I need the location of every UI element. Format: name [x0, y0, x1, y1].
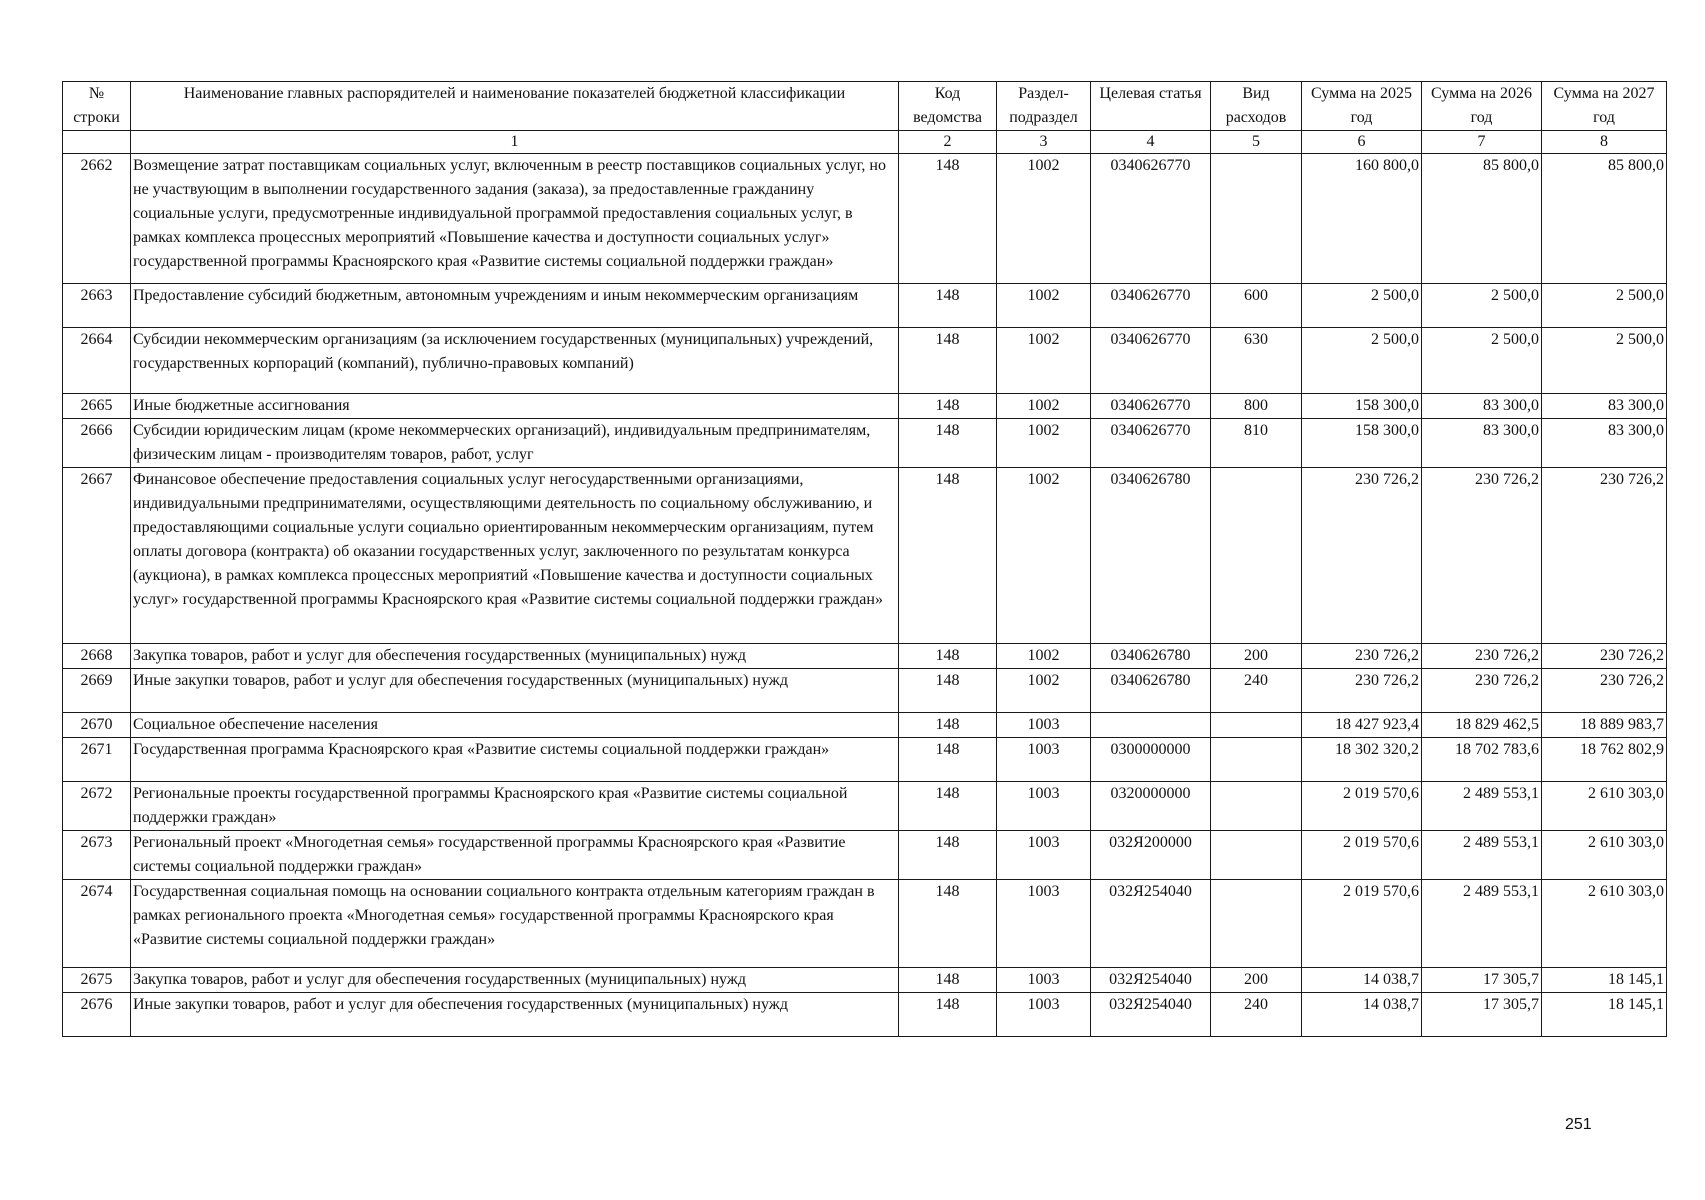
dept-code-cell: 148 — [899, 782, 997, 831]
section-cell: 1003 — [997, 968, 1091, 993]
sum-2025-cell: 160 800,0 — [1302, 154, 1422, 284]
section-cell: 1002 — [997, 644, 1091, 669]
sum-2026-cell: 17 305,7 — [1422, 993, 1542, 1037]
row-name-cell: Субсидии юридическим лицам (кроме некоммерческих организаций), индивидуальным предпринимателям, физическим лицам - производителям товаров, работ, услуг — [131, 419, 899, 468]
sum-2026-cell: 2 489 553,1 — [1422, 880, 1542, 968]
dept-code-cell: 148 — [899, 328, 997, 394]
expense-type-cell — [1211, 831, 1302, 880]
sum-2025-cell: 2 500,0 — [1302, 284, 1422, 328]
dept-code-cell: 148 — [899, 394, 997, 419]
sum-2025-cell: 18 427 923,4 — [1302, 713, 1422, 738]
sum-2027-cell: 230 726,2 — [1542, 468, 1667, 644]
target-item-cell: 032Я254040 — [1091, 993, 1211, 1037]
sum-2025-cell: 14 038,7 — [1302, 993, 1422, 1037]
dept-code-cell: 148 — [899, 419, 997, 468]
target-item-cell: 0340626780 — [1091, 669, 1211, 713]
sum-2027-cell: 18 762 802,9 — [1542, 738, 1667, 782]
table-row — [63, 644, 1667, 669]
row-number-cell: 2664 — [63, 328, 131, 394]
column-number: 3 — [997, 131, 1091, 154]
row-name-cell: Иные закупки товаров, работ и услуг для обеспечения государственных (муниципальных) нужд — [131, 669, 899, 713]
sum-2026-cell: 18 702 783,6 — [1422, 738, 1542, 782]
sum-2025-cell: 158 300,0 — [1302, 394, 1422, 419]
table-row — [63, 968, 1667, 993]
column-number: 6 — [1302, 131, 1422, 154]
sum-2026-cell: 85 800,0 — [1422, 154, 1542, 284]
sum-2025-cell: 2 500,0 — [1302, 328, 1422, 394]
header-sum-2025: Сумма на 2025 год — [1302, 82, 1422, 131]
dept-code-cell: 148 — [899, 644, 997, 669]
sum-2027-cell: 2 500,0 — [1542, 284, 1667, 328]
expense-type-cell: 800 — [1211, 394, 1302, 419]
table-row — [63, 468, 1667, 644]
target-item-cell — [1091, 713, 1211, 738]
sum-2027-cell: 18 145,1 — [1542, 968, 1667, 993]
target-item-cell: 032Я254040 — [1091, 880, 1211, 968]
sum-2027-cell: 83 300,0 — [1542, 419, 1667, 468]
budget-table — [62, 81, 1667, 1037]
row-number-cell: 2665 — [63, 394, 131, 419]
column-number — [63, 131, 131, 154]
row-name-cell: Закупка товаров, работ и услуг для обеспечения государственных (муниципальных) нужд — [131, 644, 899, 669]
table-row — [63, 328, 1667, 394]
row-number-cell: 2668 — [63, 644, 131, 669]
row-number-cell: 2662 — [63, 154, 131, 284]
sum-2025-cell: 18 302 320,2 — [1302, 738, 1422, 782]
sum-2025-cell: 158 300,0 — [1302, 419, 1422, 468]
expense-type-cell — [1211, 880, 1302, 968]
row-name-cell: Государственная социальная помощь на основании социального контракта отдельным категориям граждан в рамках регионального проекта «Многодетная семья» государственной программы Красноярского края «Развитие системы социальной поддержки граждан» — [131, 880, 899, 968]
sum-2027-cell: 18 145,1 — [1542, 993, 1667, 1037]
section-cell: 1002 — [997, 328, 1091, 394]
target-item-cell: 0320000000 — [1091, 782, 1211, 831]
row-number-cell: 2675 — [63, 968, 131, 993]
table-row — [63, 669, 1667, 713]
row-number-cell: 2669 — [63, 669, 131, 713]
row-number-cell: 2663 — [63, 284, 131, 328]
header-target-item: Целевая статья — [1091, 82, 1211, 131]
dept-code-cell: 148 — [899, 713, 997, 738]
section-cell: 1002 — [997, 154, 1091, 284]
sum-2027-cell: 83 300,0 — [1542, 394, 1667, 419]
dept-code-cell: 148 — [899, 468, 997, 644]
target-item-cell: 0300000000 — [1091, 738, 1211, 782]
table-row — [63, 284, 1667, 328]
row-name-cell: Возмещение затрат поставщикам социальных услуг, включенным в реестр поставщиков социальных услуг, но не участвующим в выполнении государственного задания (заказа), за предоставленные гражданину социальные услуги, предусмотренные индивидуальной программой предоставления социальных услуг, в рамках комплекса процессных мероприятий «Повышение качества и доступности социальных услуг» государственной программы Красноярского края «Развитие системы социальной поддержки граждан» — [131, 154, 899, 284]
header-name: Наименование главных распорядителей и наименование показателей бюджетной классификации — [131, 82, 899, 131]
sum-2027-cell: 2 610 303,0 — [1542, 782, 1667, 831]
sum-2025-cell: 2 019 570,6 — [1302, 880, 1422, 968]
sum-2026-cell: 230 726,2 — [1422, 468, 1542, 644]
section-cell: 1003 — [997, 782, 1091, 831]
expense-type-cell — [1211, 738, 1302, 782]
row-number-cell: 2670 — [63, 713, 131, 738]
sum-2026-cell: 2 489 553,1 — [1422, 782, 1542, 831]
header-section: Раздел-подраздел — [997, 82, 1091, 131]
section-cell: 1002 — [997, 394, 1091, 419]
table-row — [63, 738, 1667, 782]
target-item-cell: 0340626770 — [1091, 284, 1211, 328]
row-name-cell: Финансовое обеспечение предоставления социальных услуг негосударственными организациями, индивидуальными предпринимателями, осуществляющими деятельность по социальному обслуживанию, и предоставляющими социальные услуги социально ориентированным некоммерческим организациям, путем оплаты договора (контракта) об оказании государственных услуг, заключенного по результатам конкурса (аукциона), в рамках комплекса процессных мероприятий «Повышение качества и доступности социальных услуг» государственной программы Красноярского края «Развитие системы социальной поддержки граждан» — [131, 468, 899, 644]
sum-2027-cell: 85 800,0 — [1542, 154, 1667, 284]
dept-code-cell: 148 — [899, 831, 997, 880]
column-number: 1 — [131, 131, 899, 154]
section-cell: 1003 — [997, 831, 1091, 880]
expense-type-cell: 200 — [1211, 968, 1302, 993]
sum-2025-cell: 230 726,2 — [1302, 468, 1422, 644]
section-cell: 1002 — [997, 284, 1091, 328]
row-number-cell: 2673 — [63, 831, 131, 880]
expense-type-cell: 240 — [1211, 669, 1302, 713]
sum-2026-cell: 2 489 553,1 — [1422, 831, 1542, 880]
row-name-cell: Региональный проект «Многодетная семья» государственной программы Красноярского края «Развитие системы социальной поддержки граждан» — [131, 831, 899, 880]
sum-2026-cell: 230 726,2 — [1422, 644, 1542, 669]
row-name-cell: Социальное обеспечение населения — [131, 713, 899, 738]
page-number: 251 — [1565, 1116, 1592, 1133]
column-number: 7 — [1422, 131, 1542, 154]
section-cell: 1003 — [997, 880, 1091, 968]
sum-2027-cell: 2 500,0 — [1542, 328, 1667, 394]
expense-type-cell: 240 — [1211, 993, 1302, 1037]
sum-2026-cell: 18 829 462,5 — [1422, 713, 1542, 738]
sum-2026-cell: 83 300,0 — [1422, 394, 1542, 419]
target-item-cell: 032Я254040 — [1091, 968, 1211, 993]
header-sum-2026: Сумма на 2026 год — [1422, 82, 1542, 131]
column-number: 4 — [1091, 131, 1211, 154]
target-item-cell: 0340626780 — [1091, 644, 1211, 669]
sum-2026-cell: 83 300,0 — [1422, 419, 1542, 468]
row-number-cell: 2672 — [63, 782, 131, 831]
target-item-cell: 032Я200000 — [1091, 831, 1211, 880]
column-number: 8 — [1542, 131, 1667, 154]
dept-code-cell: 148 — [899, 669, 997, 713]
dept-code-cell: 148 — [899, 968, 997, 993]
table-row — [63, 419, 1667, 468]
expense-type-cell — [1211, 713, 1302, 738]
sum-2025-cell: 230 726,2 — [1302, 669, 1422, 713]
table-row — [63, 154, 1667, 284]
row-name-cell: Региональные проекты государственной программы Красноярского края «Развитие системы социальной поддержки граждан» — [131, 782, 899, 831]
target-item-cell: 0340626780 — [1091, 468, 1211, 644]
header-row-no: № строки — [63, 82, 131, 131]
section-cell: 1002 — [997, 419, 1091, 468]
dept-code-cell: 148 — [899, 738, 997, 782]
expense-type-cell — [1211, 154, 1302, 284]
section-cell: 1002 — [997, 468, 1091, 644]
row-number-cell: 2674 — [63, 880, 131, 968]
header-dept-code: Код ведомства — [899, 82, 997, 131]
sum-2025-cell: 2 019 570,6 — [1302, 782, 1422, 831]
sum-2025-cell: 2 019 570,6 — [1302, 831, 1422, 880]
dept-code-cell: 148 — [899, 154, 997, 284]
expense-type-cell: 600 — [1211, 284, 1302, 328]
table-row — [63, 880, 1667, 968]
sum-2027-cell: 230 726,2 — [1542, 669, 1667, 713]
sum-2025-cell: 230 726,2 — [1302, 644, 1422, 669]
table-row — [63, 782, 1667, 831]
table-row — [63, 993, 1667, 1037]
table-row — [63, 713, 1667, 738]
row-name-cell: Иные бюджетные ассигнования — [131, 394, 899, 419]
table-row — [63, 831, 1667, 880]
sum-2027-cell: 2 610 303,0 — [1542, 831, 1667, 880]
target-item-cell: 0340626770 — [1091, 328, 1211, 394]
sum-2025-cell: 14 038,7 — [1302, 968, 1422, 993]
expense-type-cell: 630 — [1211, 328, 1302, 394]
sum-2027-cell: 2 610 303,0 — [1542, 880, 1667, 968]
expense-type-cell: 810 — [1211, 419, 1302, 468]
target-item-cell: 0340626770 — [1091, 419, 1211, 468]
target-item-cell: 0340626770 — [1091, 154, 1211, 284]
sum-2026-cell: 2 500,0 — [1422, 328, 1542, 394]
expense-type-cell — [1211, 468, 1302, 644]
row-name-cell: Иные закупки товаров, работ и услуг для обеспечения государственных (муниципальных) нужд — [131, 993, 899, 1037]
column-number-row — [63, 131, 1667, 154]
row-name-cell: Закупка товаров, работ и услуг для обеспечения государственных (муниципальных) нужд — [131, 968, 899, 993]
row-name-cell: Субсидии некоммерческим организациям (за исключением государственных (муниципальных) учреждений, государственных корпораций (компаний), публично-правовых компаний) — [131, 328, 899, 394]
column-number: 2 — [899, 131, 997, 154]
sum-2027-cell: 230 726,2 — [1542, 644, 1667, 669]
row-number-cell: 2667 — [63, 468, 131, 644]
expense-type-cell: 200 — [1211, 644, 1302, 669]
dept-code-cell: 148 — [899, 880, 997, 968]
header-sum-2027: Сумма на 2027 год — [1542, 82, 1667, 131]
row-number-cell: 2666 — [63, 419, 131, 468]
dept-code-cell: 148 — [899, 284, 997, 328]
table-row — [63, 394, 1667, 419]
dept-code-cell: 148 — [899, 993, 997, 1037]
section-cell: 1003 — [997, 993, 1091, 1037]
sum-2026-cell: 230 726,2 — [1422, 669, 1542, 713]
header-row — [63, 82, 1667, 131]
header-expense-type: Вид расходов — [1211, 82, 1302, 131]
sum-2026-cell: 17 305,7 — [1422, 968, 1542, 993]
sum-2027-cell: 18 889 983,7 — [1542, 713, 1667, 738]
row-name-cell: Государственная программа Красноярского края «Развитие системы социальной поддержки граждан» — [131, 738, 899, 782]
row-number-cell: 2676 — [63, 993, 131, 1037]
target-item-cell: 0340626770 — [1091, 394, 1211, 419]
section-cell: 1003 — [997, 738, 1091, 782]
section-cell: 1002 — [997, 669, 1091, 713]
expense-type-cell — [1211, 782, 1302, 831]
column-number: 5 — [1211, 131, 1302, 154]
row-name-cell: Предоставление субсидий бюджетным, автономным учреждениям и иным некоммерческим организациям — [131, 284, 899, 328]
sum-2026-cell: 2 500,0 — [1422, 284, 1542, 328]
section-cell: 1003 — [997, 713, 1091, 738]
table-body — [63, 154, 1667, 1037]
row-number-cell: 2671 — [63, 738, 131, 782]
